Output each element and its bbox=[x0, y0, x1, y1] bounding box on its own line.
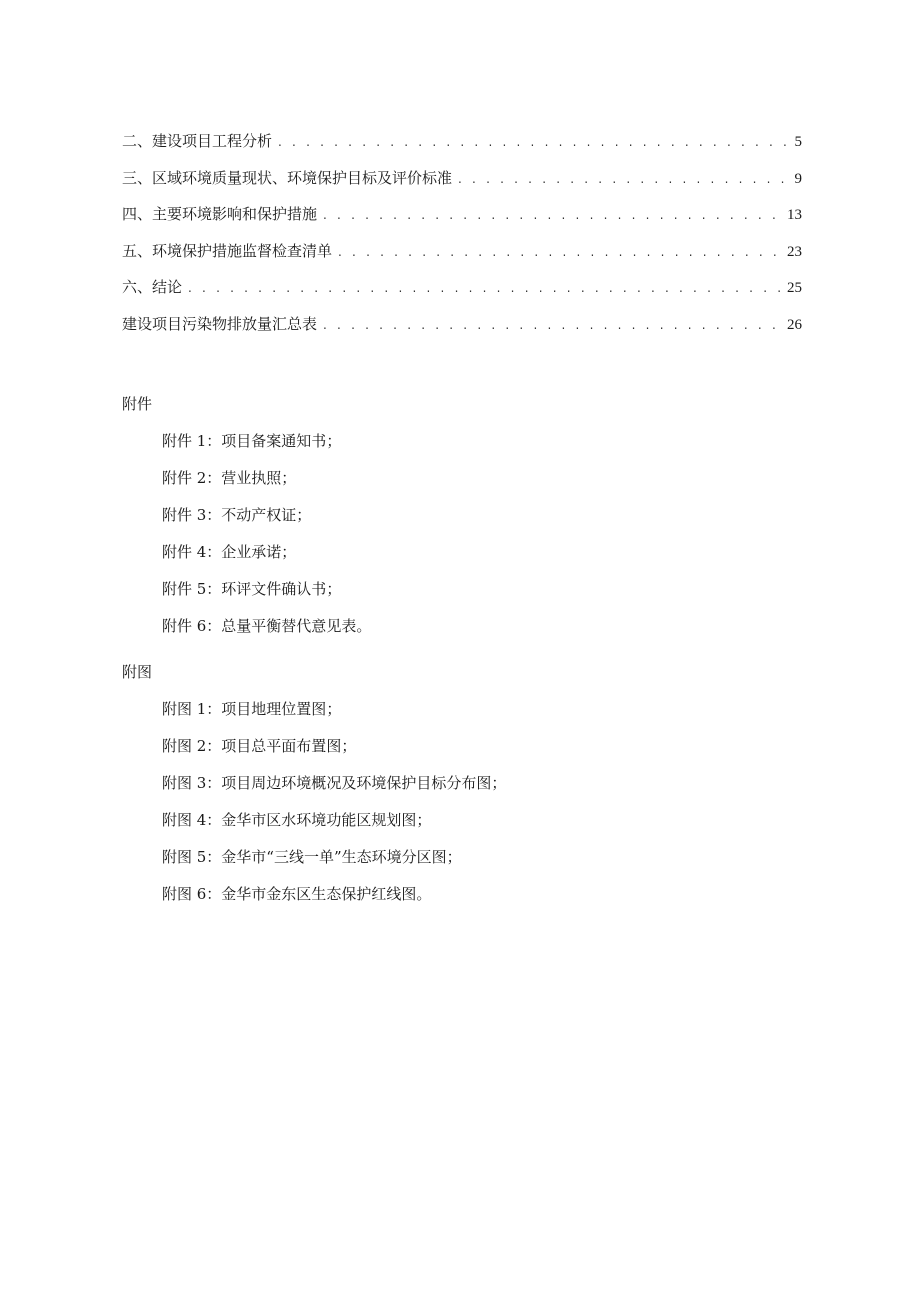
toc-entry-title: 三、区域环境质量现状、环境保护目标及评价标准 bbox=[122, 168, 453, 187]
figure-item: 附图 3：项目周边环境概况及环境保护目标分布图； bbox=[162, 774, 507, 792]
attachment-item: 附件 4：企业承诺； bbox=[162, 543, 297, 561]
toc-dot-leader bbox=[338, 245, 783, 259]
toc-entry[interactable] bbox=[122, 276, 802, 313]
figure-item: 附图 2：项目总平面布置图； bbox=[162, 737, 357, 755]
toc-page-number: 13 bbox=[787, 207, 802, 224]
attachment-item: 附件 6：总量平衡替代意见表。 bbox=[162, 617, 372, 635]
figure-item: 附图 1：项目地理位置图； bbox=[162, 700, 342, 718]
toc-dot-leader bbox=[323, 318, 783, 332]
attachment-item: 附件 5：环评文件确认书； bbox=[162, 580, 342, 598]
toc-entry[interactable] bbox=[122, 203, 802, 240]
attachment-item: 附件 3：不动产权证； bbox=[162, 506, 312, 524]
toc-dot-leader bbox=[323, 208, 783, 222]
toc-entry-title: 五、环境保护措施监督检查清单 bbox=[122, 241, 333, 260]
toc-page-number: 26 bbox=[787, 316, 802, 333]
figure-item: 附图 6：金华市金东区生态保护红线图。 bbox=[162, 885, 432, 903]
toc-entry-title: 四、主要环境影响和保护措施 bbox=[122, 205, 318, 224]
toc-entry[interactable] bbox=[122, 167, 802, 204]
toc-entry[interactable] bbox=[122, 313, 802, 350]
toc-dot-leader bbox=[188, 281, 783, 295]
toc-page-number: 23 bbox=[787, 243, 802, 260]
toc-entry[interactable] bbox=[122, 130, 802, 167]
toc-dot-leader bbox=[278, 135, 790, 149]
attachments-heading: 附件 bbox=[122, 395, 153, 413]
attachment-item: 附件 1：项目备案通知书； bbox=[162, 432, 342, 450]
toc-entry-title: 六、结论 bbox=[122, 278, 183, 297]
toc-page-number: 25 bbox=[787, 280, 802, 297]
figures-section bbox=[122, 662, 802, 921]
attachments-section bbox=[122, 394, 802, 653]
figures-heading: 附图 bbox=[122, 663, 153, 681]
attachment-item: 附件 2：营业执照； bbox=[162, 469, 297, 487]
figure-item: 附图 4：金华市区水环境功能区规划图； bbox=[162, 811, 432, 829]
toc-entry-title: 建设项目污染物排放量汇总表 bbox=[122, 314, 318, 333]
figure-item: 附图 5：金华市“三线一单”生态环境分区图； bbox=[162, 848, 462, 866]
toc-entry[interactable] bbox=[122, 240, 802, 277]
table-of-contents bbox=[122, 130, 802, 350]
toc-page-number: 5 bbox=[794, 134, 802, 150]
toc-page-number: 9 bbox=[794, 170, 802, 187]
toc-dot-leader bbox=[458, 172, 790, 186]
toc-entry-title: 二、建设项目工程分析 bbox=[122, 132, 273, 150]
